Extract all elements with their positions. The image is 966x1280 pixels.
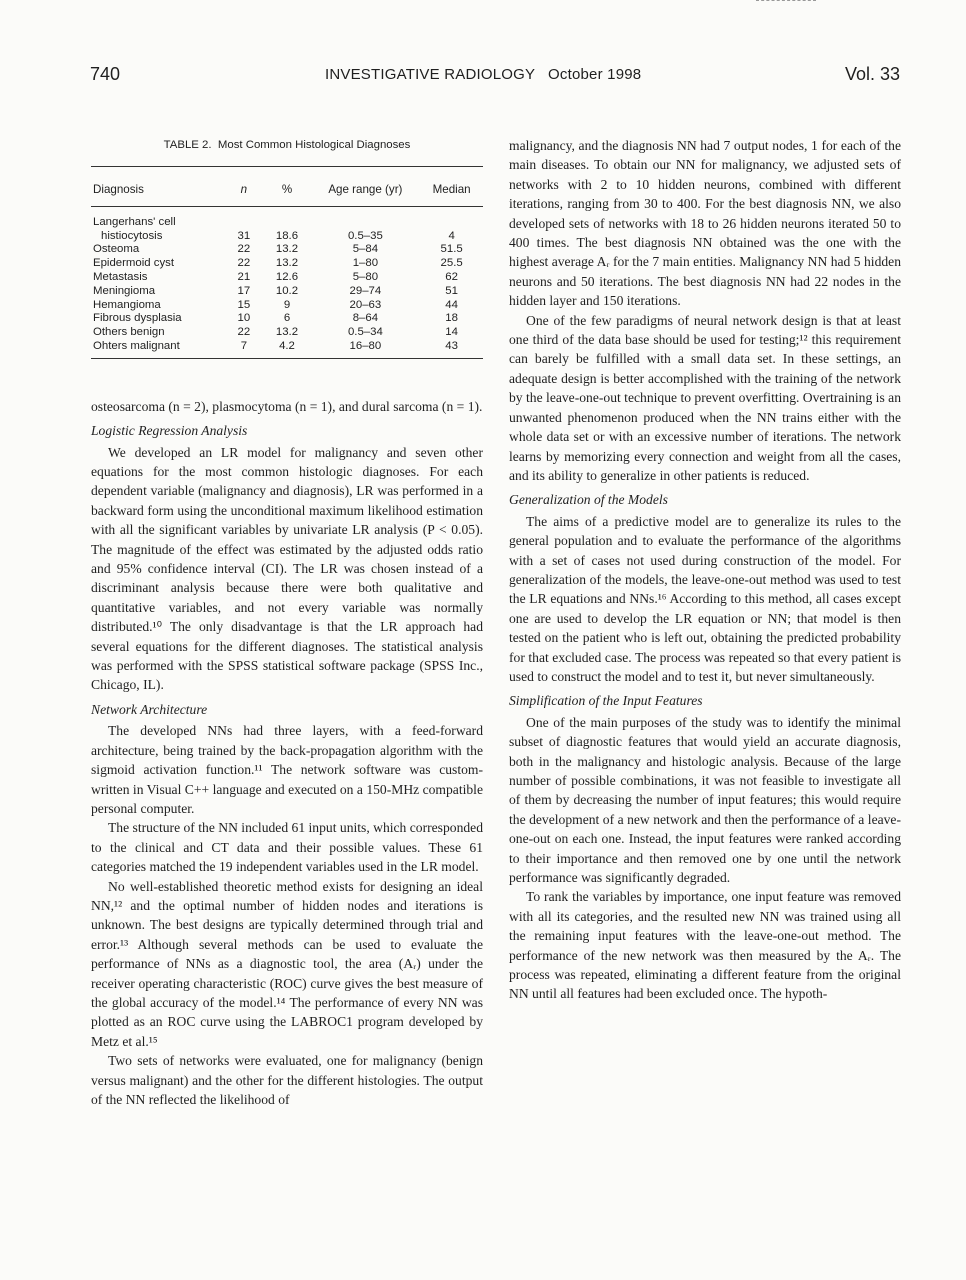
table-header-row [91, 167, 483, 206]
table-row: Ohters malignant 7 4.2 16–80 43 [93, 339, 458, 352]
paragraph: The developed NNs had three layers, with a feed-forward architecture, being trained by the back-propagation algorithm with the sigmoid activation function.¹¹ The network software was custom-written in Visual C++ language and executed on a 150-MHz compatible personal computer. [91, 723, 483, 816]
col-header-diagnosis: Diagnosis [91, 167, 224, 206]
table-row: Hemangioma 15 9 20–63 44 [93, 298, 458, 311]
page-number: 740 [90, 64, 121, 84]
diagnoses-table [91, 166, 483, 358]
paragraph: No well-established theoretic method exists for designing an ideal NN,¹² and the optimal number of hidden nodes and iterations is unknown. The best designs are typically determined through trial and error.¹³ Although several methods can be used to evaluate the performance of NNs as a diagnostic tool, the area (Aᵣ) under the receiver operating characteristic (ROC) curve gives the best measure of the global accuracy of the model.¹⁴ The performance of every NN was plotted as an ROC curve using the LABROC1 program developed by Metz et al.¹⁵ [91, 878, 483, 1049]
section-heading-simplification: Simplification of the Input Features [509, 693, 703, 709]
table-row: Fibrous dysplasia 10 6 8–64 18 [93, 312, 458, 325]
running-header [90, 64, 900, 88]
col-header-age-range: Age range (yr) [311, 167, 421, 206]
table-row: Meningioma 17 10.2 29–74 51 [93, 284, 458, 297]
table-row: Langerhans' cell [93, 215, 176, 228]
table-row: Metastasis 21 12.6 5–80 62 [93, 271, 458, 283]
table-2 [91, 136, 483, 359]
volume-label: Vol. 33 [844, 64, 900, 84]
right-column [509, 136, 901, 1004]
col-header-median: Median [420, 167, 483, 206]
table-row: Osteoma 22 13.2 5–84 51.5 [93, 243, 463, 256]
scan-edge-mark [756, 0, 816, 1]
table-row: histiocytosis 31 18.6 0.5–35 4 [101, 229, 455, 242]
paragraph: The structure of the NN included 61 input units, which corresponded to the clinical and CT data and their possible values. These 61 categories matched the 19 independent variables used in the LR model. [91, 820, 483, 875]
paragraph: malignancy, and the diagnosis NN had 7 output nodes, 1 for each of the main diseases. To obtain our NN for malignancy, we adjusted sets of networks with 2 to 10 hidden neurons, combined with different iterations, ranging from 30 to 400. For the best diagnosis NN, we also developed sets of networks with 18 to 26 hidden neurons iterated 50 to 400 times. The best diagnosis NN obtained was the one with the highest average Aᵣ for the 7 main entities. Malignancy NN had 5 hidden neurons and 50 iterations. The best diagnosis NN had 22 nodes in the hidden layer and 150 iterations. [509, 138, 901, 309]
left-column [91, 136, 483, 1109]
table-row: Epidermoid cyst 22 13.2 1–80 25.5 [93, 257, 463, 270]
section-heading-generalization: Generalization of the Models [509, 492, 668, 508]
paragraph: We developed an LR model for malignancy and seven other equations for the most common histologic diagnoses. For each dependent variable (malignancy and diagnosis), LR was performed in a backward form using the unconditional maximum likelihood estimation with all the significant variables by univariate LR analysis (P < 0.05). The magnitude of the effect was estimated by the adjusted odds ratio and 95% confidence interval (CI). The LR was chosen instead of a discriminant analysis because there were both qualitative and quantitative variables, and not every variable was normally distributed.¹⁰ The only disadvantage is that the LR approach had several equations for the different diagnoses. The statistical analysis was performed with the SPSS statistical software package (SPSS Inc., Chicago, IL). [91, 444, 483, 693]
section-heading-logistic-regression: Logistic Regression Analysis [91, 423, 248, 439]
section-heading-network-architecture: Network Architecture [91, 701, 208, 717]
journal-title: INVESTIGATIVE RADIOLOGY October 1998 [325, 66, 642, 83]
paragraph: osteosarcoma (n = 2), plasmocytoma (n = 1), and dural sarcoma (n = 1). [91, 398, 483, 414]
paragraph: Two sets of networks were evaluated, one for malignancy (benign versus malignant) and the other for the different histologies. The output of the NN reflected the likelihood of [91, 1053, 483, 1107]
col-header-percent: % [263, 167, 310, 206]
table-row: Others benign 22 13.2 0.5–34 14 [93, 326, 458, 339]
paragraph: One of the few paradigms of neural network design is that at least one third of the data base should be used for testing;¹² this requirement can barely be fulfilled with a small data set. In these settings, an adequate design is better accomplished with the training of the network by the leave-one-out technique to prevent overfitting. Overtraining is an unwanted phenomenon produced when the NN trains either with the whole data set or with an excessive number of iterations. The network learns by memorizing every connection and weight from all the cases, and its ability to generalize in other patients is reduced. [509, 312, 901, 483]
col-header-n: n [224, 167, 263, 206]
table-caption: TABLE 2. Most Common Histological Diagnoses [163, 139, 411, 151]
paragraph: To rank the variables by importance, one input feature was removed with all its categories, and the resulted new NN was trained using all the remaining input features with the leave-one-out method. The performance of the new network was then measured by the Aᵣ. The process was repeated, eliminating a different feature from the original NN until all features had been excluded once. The hypoth- [509, 889, 901, 1002]
paragraph: One of the main purposes of the study was to identify the minimal subset of diagnostic features that would yield an accurate diagnosis, both in the malignancy and histologic analysis. Because of the large number of possible combinations, it was not feasible to investigate all of them by decreasing the number of input features; this would require the development of a new network and then the performance of a leave-one-out on each one. Instead, the input features were ranked according to their importance and then removed one by one until the network performance was significantly degraded. [509, 714, 901, 886]
paragraph: The aims of a predictive model are to generalize its rules to the general population and to evaluate the performance of the algorithms with a set of cases not used during construction of the model. For generalization of the models, the leave-one-out method was used to test the LR equations and NNs.¹⁶ According to this method, all cases except one are used to develop the LR equation or NN; that model is then tested on the patient who is left out, obtaining the predicted probability for that excluded case. The process was repeated so that every patient is used to construct the model and to test it, but never simultaneously. [509, 513, 901, 684]
